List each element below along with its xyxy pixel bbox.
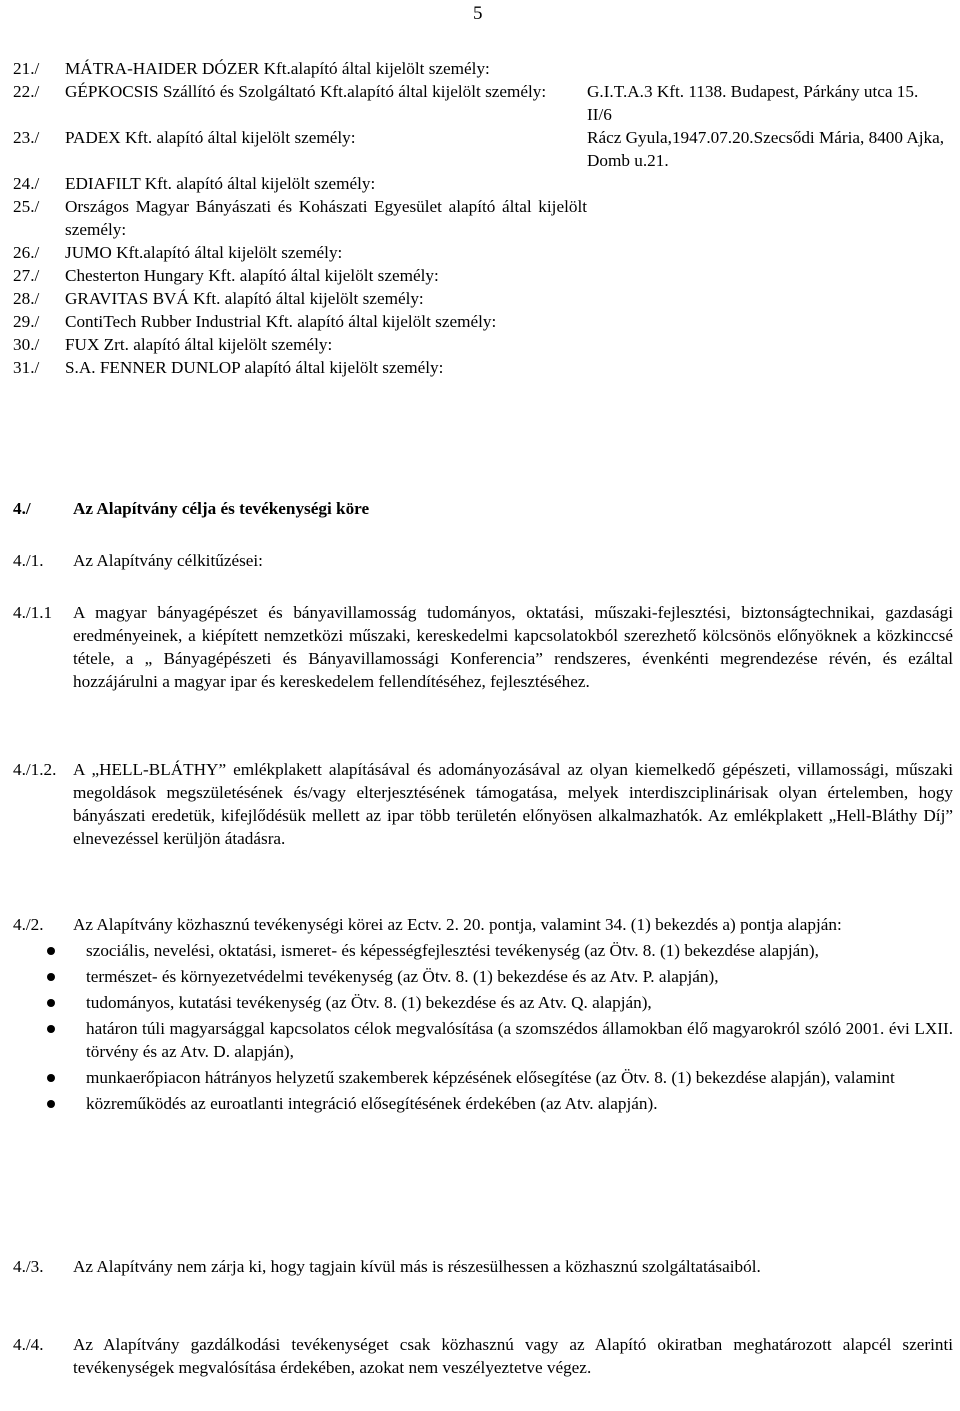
bullet-icon	[47, 947, 55, 955]
member-list	[13, 57, 960, 379]
list-item	[13, 80, 960, 126]
paragraph-text: Az Alapítvány közhasznú tevékenységi körei az Ectv. 2. 20. pontja, valamint 34. (1) bekezdés a) pontja alapján:	[73, 915, 842, 934]
subsection-4-1	[13, 549, 953, 573]
item-text: Chesterton Hungary Kft. alapító által kijelölt személy:	[65, 266, 439, 285]
paragraph-number: 4./1.2.	[13, 760, 57, 779]
bullet-icon	[47, 1025, 55, 1033]
paragraph-4-3	[13, 1255, 953, 1305]
paragraph-text: Az Alapítvány nem zárja ki, hogy tagjain kívül más is részesülhessen a közhasznú szolgáltatásaiból.	[73, 1257, 761, 1276]
paragraph-text: A „HELL-BLÁTHY” emlékplakett alapításával és adományozásával az olyan kiemelkedő gépészeti, villamossági, műszaki megoldások megszületésének és/vagy elterjesztésének támogatása, melyek interdiszciplinárisak olyan értelemben, hogy bányászati eredetük, kifejlődésük mellett az ipar több területén előnyösen alkalmazhatók. Az emlékplakett „Hell-Bláthy Díj” elnevezéssel kerüljön átadásra.	[73, 760, 953, 848]
list-item: tudományos, kutatási tevékenység (az Ötv. 8. (1) bekezdése és az Atv. Q. alapján),	[13, 991, 953, 1014]
item-text: EDIAFILT Kft. alapító által kijelölt személy:	[65, 174, 376, 193]
list-item: munkaerőpiacon hátrányos helyzetű szakemberek képzésének elősegítése (az Ötv. 8. (1) bekezdése alapján), valamint	[13, 1066, 953, 1089]
list-item: határon túli magyarsággal kapcsolatos célok megvalósítása (a szomszédos államokban élő magyarokról szóló 2001. évi LXII. törvény és az Atv. D. alapján),	[13, 1017, 953, 1063]
section-heading	[13, 497, 953, 521]
list-item	[13, 264, 960, 287]
item-note	[587, 57, 960, 80]
bullet-icon	[47, 1100, 55, 1108]
item-text: PADEX Kft. alapító által kijelölt személy:	[65, 128, 356, 147]
item-number: 30./	[13, 335, 40, 354]
paragraph-number: 4./3.	[13, 1257, 44, 1276]
paragraph-4-1-1	[13, 601, 953, 721]
bullet-list	[13, 939, 953, 1115]
list-item	[13, 126, 960, 172]
paragraph-body	[73, 913, 953, 1115]
subsection-text: Az Alapítvány célkitűzései:	[73, 551, 263, 570]
list-item: természet- és környezetvédelmi tevékenység (az Ötv. 8. (1) bekezdése és az Atv. P. alapján),	[13, 965, 953, 988]
paragraph-number: 4./2.	[13, 915, 44, 934]
item-text: MÁTRA-HAIDER DÓZER Kft.alapító által kijelölt személy:	[65, 59, 490, 78]
item-number: 28./	[13, 289, 40, 308]
section-title: Az Alapítvány célja és tevékenységi köre	[73, 499, 370, 518]
item-text: GÉPKOCSIS Szállító és Szolgáltató Kft.alapító által kijelölt személy:	[65, 82, 547, 101]
bullet-icon	[47, 999, 55, 1007]
list-item	[13, 333, 960, 356]
paragraph-4-1-2	[13, 758, 953, 880]
item-number: 31./	[13, 358, 40, 377]
list-item	[13, 356, 960, 379]
item-text: Országos Magyar Bányászati és Kohászati Egyesület alapító által kijelölt személy:	[65, 197, 587, 239]
paragraph-text: Az Alapítvány gazdálkodási tevékenységet csak közhasznú vagy az Alapító okiratban meghatározott alapcél szerinti tevékenységek megvalósítása érdekében, azokat nem veszélyeztetve végez.	[73, 1335, 953, 1377]
section-number: 4./	[13, 499, 31, 518]
paragraph-number: 4./1.1	[13, 603, 53, 622]
item-text: FUX Zrt. alapító által kijelölt személy:	[65, 335, 333, 354]
list-item: közreműködés az euroatlanti integráció elősegítésének érdekében (az Atv. alapján).	[13, 1092, 953, 1115]
item-text: ContiTech Rubber Industrial Kft. alapító által kijelölt személy:	[65, 312, 497, 331]
list-item	[13, 172, 960, 195]
bullet-icon	[47, 1074, 55, 1082]
list-item	[13, 287, 960, 310]
item-number: 23./	[13, 128, 40, 147]
item-number: 22./	[13, 82, 40, 101]
paragraph-number: 4./4.	[13, 1335, 44, 1354]
item-text: GRAVITAS BVÁ Kft. alapító által kijelölt személy:	[65, 289, 424, 308]
item-note: G.I.T.A.3 Kft. 1138. Budapest, Párkány utca 15. II/6	[587, 82, 919, 124]
list-item	[13, 57, 960, 80]
list-item: szociális, nevelési, oktatási, ismeret- és képességfejlesztési tevékenység (az Ötv. 8. (1) bekezdése alapján),	[13, 939, 953, 962]
item-note: Rácz Gyula,1947.07.20.Szecsődi Mária, 8400 Ajka, Domb u.21.	[587, 128, 945, 170]
item-number: 29./	[13, 312, 40, 331]
list-item	[13, 195, 960, 241]
item-number: 27./	[13, 266, 40, 285]
list-item	[13, 310, 960, 333]
page-number: 5	[473, 3, 483, 24]
paragraph-4-4	[13, 1333, 953, 1409]
item-text: S.A. FENNER DUNLOP alapító által kijelölt személy:	[65, 358, 444, 377]
item-number: 24./	[13, 174, 40, 193]
paragraph-text: A magyar bányagépészet és bányavillamosság tudományos, oktatási, műszaki-fejlesztési, biztonságtechnikai, gazdasági eredményeinek, a kiépített nemzetközi műszaki, kereskedelmi kapcsolatokból szerezhető kölcsönös előnyöknek a közkinccsé tétele, a „ Bányagépészeti és Bányavillamossági Konferencia” rendszeres, évenkénti megrendezése révén, és ezáltal hozzájárulni a magyar ipar és kereskedelem fellendítéséhez, fejlesztéséhez.	[73, 603, 953, 691]
item-text: JUMO Kft.alapító által kijelölt személy:	[65, 243, 343, 262]
bullet-icon	[47, 973, 55, 981]
item-number: 25./	[13, 197, 40, 216]
paragraph-4-2	[13, 913, 953, 1213]
item-number: 21./	[13, 59, 40, 78]
item-number: 26./	[13, 243, 40, 262]
subsection-number: 4./1.	[13, 551, 44, 570]
list-item	[13, 241, 960, 264]
